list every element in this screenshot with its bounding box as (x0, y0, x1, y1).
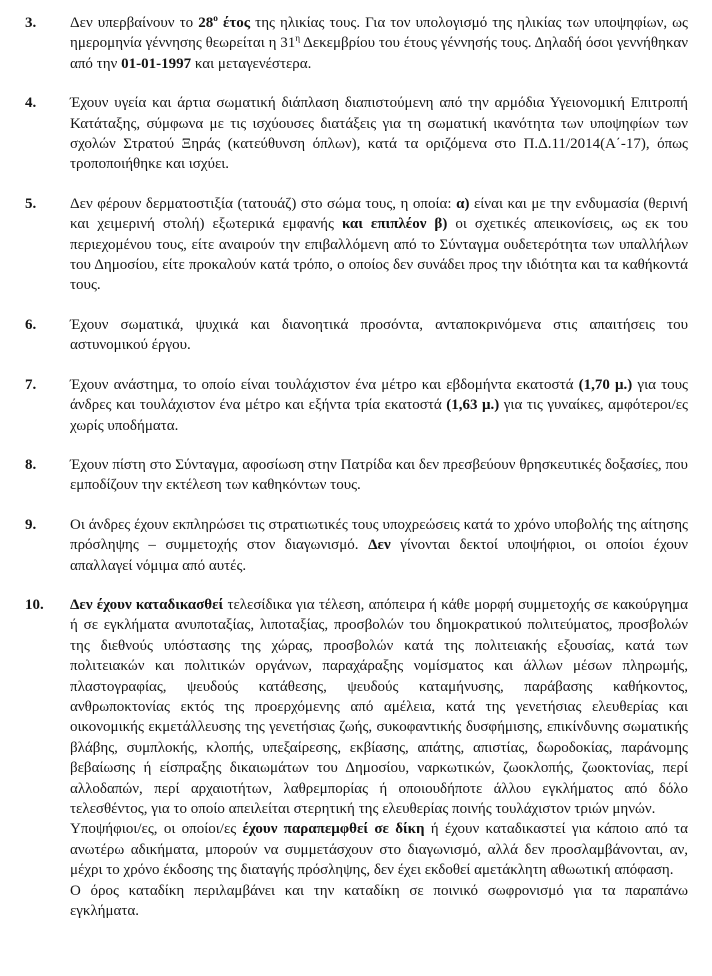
list-item (25, 455, 688, 496)
item-paragraph: Ο όρος καταδίκη περιλαμβάνει και την καταδίκη σε ποινικό σωφρονισμό για τα παραπάνω εγκλήματα. (70, 882, 688, 920)
item-paragraph: Υποψήφιοι/ες, οι οποίοι/ες έχουν παραπεμφθεί σε δίκη ή έχουν καταδικαστεί για κάποιο από τα ανωτέρω αδικήματα, μπορούν να συμμετάσχουν στο διαγωνισμό, αλλά δεν προσλαμβάνονται, αν, μέχρι το χρόνο έκδοσης της διαταγής πρόσληψης, δεν έχει εκδοθεί αμετάκλητη αθωωτική απόφαση. (70, 821, 688, 879)
item-text (70, 455, 688, 496)
item-paragraph: Έχουν πίστη στο Σύνταγμα, αφοσίωση στην Πατρίδα και δεν πρεσβεύουν θρησκευτικές δοξασίες, που εμποδίζουν την εκτέλεση των καθηκόντων τους. (70, 456, 688, 494)
item-paragraph: Δεν φέρουν δερματοστιξία (τατουάζ) στο σώμα τους, η οποία: α) είναι και με την ενδυμασία (θερινή και χειμερινή στολή) εξωτερικά εμφανής και επιπλέον β) οι σχετικές απεικονίσεις, ως εκ του περιεχομένου τους, είτε αναιρούν την επιβαλλόμενη από το Σύνταγμα ουδετερότητα των υπαλλήλων του Δημοσίου, είτε προκαλούν κατά τρόπο, ο οποίος δεν συνάδει προς την ιδιότητα και τα καθήκοντά τους. (70, 195, 688, 294)
item-text (70, 515, 688, 576)
item-number: 9. (25, 516, 37, 533)
list-item (25, 13, 688, 74)
list-item (25, 93, 688, 175)
item-paragraph: Έχουν σωματικά, ψυχικά και διανοητικά προσόντα, ανταποκρινόμενα στις απαιτήσεις του αστυνομικού έργου. (70, 316, 688, 354)
item-text (70, 194, 688, 296)
item-number: 5. (25, 195, 37, 212)
item-text (70, 375, 688, 436)
item-paragraph: Έχουν υγεία και άρτια σωματική διάπλαση διαπιστούμενη από την αρμόδια Υγειονομική Επιτροπή Κατάταξης, σύμφωνα με τις ισχύουσες διατάξεις για τη σωματική ικανότητα των υποψηφίων των σχολών Στρατού Ξηράς (κατεύθυνση όπλων), κατά τα οριζόμενα στο Π.Δ.11/2014(Α΄-17), όπως τροποποιήθηκε και ισχύει. (70, 95, 688, 173)
list-item (25, 595, 688, 922)
requirements-list (25, 13, 688, 921)
item-text (70, 93, 688, 175)
item-number: 10. (25, 596, 44, 613)
item-number: 6. (25, 316, 37, 333)
item-number: 7. (25, 376, 37, 393)
item-text (70, 13, 688, 74)
item-number: 3. (25, 15, 37, 31)
list-item (25, 375, 688, 436)
item-text (70, 595, 688, 922)
list-item (25, 194, 688, 296)
list-item (25, 315, 688, 356)
item-number: 8. (25, 456, 37, 473)
list-item (25, 515, 688, 576)
item-paragraph: Οι άνδρες έχουν εκπληρώσει τις στρατιωτικές τους υποχρεώσεις κατά το χρόνο υποβολής της αίτησης πρόσληψης – συμμετοχής στον διαγωνισμό. Δεν γίνονται δεκτοί υποψήφιοι, οι οποίοι έχουν απαλλαγεί νόμιμα από αυτές. (70, 516, 688, 574)
item-number: 4. (25, 95, 37, 112)
item-paragraph: Δεν υπερβαίνουν το $28^o$ έτος της ηλικίας τους. Για τον υπολογισμό της ηλικίας των υποψηφίων, ως ημερομηνία γέννησης θεωρείται η $31^\eta$ Δεκεμβρίου του έτους γέννησής τους. Δηλαδή όσοι γεννήθηκαν από την 01-01-1997 και μεταγενέστερα. (70, 14, 688, 72)
item-text (70, 315, 688, 356)
item-paragraph: Έχουν ανάστημα, το οποίο είναι τουλάχιστον ένα μέτρο και εβδομήντα εκατοστά (1,70 μ.) για τους άνδρες και τουλάχιστον ένα μέτρο και εξήντα τρία εκατοστά (1,63 μ.) για τις γυναίκες, αμφότεροι/ες χωρίς υποδήματα. (70, 376, 688, 434)
item-paragraph: Δεν έχουν καταδικασθεί τελεσίδικα για τέλεση, απόπειρα ή κάθε μορφή συμμετοχής σε κακούργημα ή σε εγκλήματα ανυποταξίας, λιποταξίας, προσβολών του δημοκρατικού πολιτεύματος, προσβολών της διεθνούς υπόστασης της χώρας, προσβολών κατά της πολιτειακής εξουσίας, κατά των πολιτειακών και πολιτικών οργάνων, παραχάραξης νομίσματος και άλλων μέσων πληρωμής, πλαστογραφίας, ψευδούς κατάθεσης, ψευδούς καταμήνυσης, παράβασης καθήκοντος, ανθρωποκτονίας εκτός της προερχόμενης από αμέλεια, κατά της γενετήσιας ελευθερίας και οικονομικής εκμετάλλευσης της γενετήσιας ζωής, συκοφαντικής δυσφήμισης, επικίνδυνης σωματικής βλάβης, συμπλοκής, κλοπής, υπεξαίρεσης, εκβίασης, απάτης, απιστίας, δωροδοκίας, παράνομης βεβαίωσης ή είσπραξης δικαιωμάτων του Δημοσίου, ναρκωτικών, ζωοκλοπής, ζωοκτονίας, περί αλλοδαπών, περί αρχαιοτήτων, λαθρεμπορίας ή οποιουδήποτε άλλου εγκλήματος από δόλο τελεσθέντος, για το οποίο απειλείται στερητική της ελευθερίας ποινής τουλάχιστον τριών μηνών. (70, 596, 688, 817)
